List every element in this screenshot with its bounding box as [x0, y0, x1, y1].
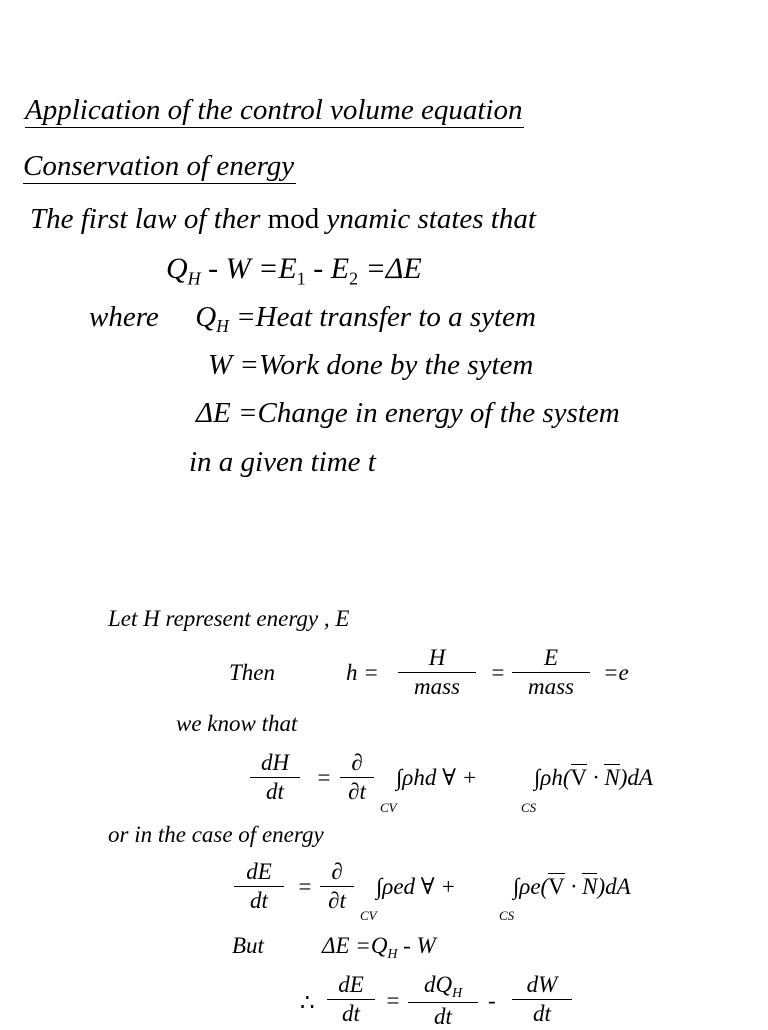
subsection-heading: Conservation of energy — [23, 150, 295, 182]
fraction-numerator: E — [543, 645, 559, 670]
dot-product: · — [587, 765, 605, 790]
dh-dt-fraction — [250, 750, 300, 806]
fraction-numerator: ∂ — [331, 859, 343, 884]
fraction-denominator: ∂t — [348, 779, 366, 805]
cs-integral-end: )dA — [619, 765, 653, 790]
fraction-denominator: mass — [413, 674, 460, 700]
fraction-numerator: dE — [338, 972, 364, 997]
cs-integral — [513, 874, 631, 900]
let-h-statement: Let H represent energy , E — [108, 606, 350, 631]
energy-case-text: or in the case of energy — [108, 822, 324, 847]
fraction-bar — [512, 672, 590, 673]
work-definition: W =Work done by the sytem — [208, 349, 534, 381]
fraction-numerator: H — [428, 645, 446, 670]
energy-balance-eq: ΔE =Q — [322, 933, 388, 958]
eq1-e1-sub: 1 — [296, 268, 306, 289]
eq1-tail: =ΔE — [358, 252, 422, 285]
de-dt-fraction — [234, 859, 284, 915]
fraction-numerator: ∂ — [351, 750, 363, 775]
eq1-q-sub: H — [187, 268, 201, 289]
fraction-numerator: dH — [260, 750, 290, 775]
velocity-vector: V — [570, 765, 588, 790]
eq1-e2-sub: 2 — [349, 268, 359, 289]
then-word: Then — [229, 660, 275, 685]
fraction-bar — [234, 886, 284, 887]
partial-fraction — [320, 859, 354, 915]
cs-integral — [534, 765, 653, 791]
but-word: But — [232, 933, 264, 958]
de-dt-fraction — [327, 972, 375, 1028]
fraction-bar — [512, 999, 572, 1000]
fraction-denominator: dt — [342, 1001, 360, 1027]
equals-sign: = — [385, 988, 401, 1013]
fraction-denominator: ∂t — [328, 888, 346, 914]
energy-change-definition: ΔE =Change in energy of the system — [196, 397, 620, 429]
fraction-denominator: dt — [533, 1001, 551, 1027]
fraction-numerator: dE — [246, 859, 272, 884]
cs-label: CS — [521, 800, 537, 815]
cv-label: CV — [360, 908, 377, 923]
fraction-bar — [327, 999, 375, 1000]
normal-vector: N — [604, 765, 620, 790]
cs-label: CS — [499, 908, 515, 923]
we-know-text: we know that — [176, 711, 298, 736]
energy-balance-tail: - W — [397, 933, 436, 958]
eq1-part: - W =E — [200, 252, 297, 285]
fraction-bar — [408, 1002, 478, 1003]
given-time-text: in a given time t — [189, 446, 376, 478]
dot-product: · — [564, 874, 583, 899]
heat-definition — [89, 301, 536, 337]
fraction-h-over-mass — [398, 645, 476, 701]
where-word: where — [89, 301, 159, 333]
velocity-vector: V — [548, 874, 565, 899]
first-law-statement — [30, 203, 536, 236]
energy-balance-sub: H — [387, 945, 398, 961]
therefore-symbol: ∴ — [300, 990, 315, 1015]
equals-sign: = — [490, 660, 506, 685]
cs-integral-end: )dA — [597, 874, 631, 899]
fraction-numerator: dW — [526, 972, 558, 997]
intro-text-2: mod — [267, 203, 320, 235]
equals-e: =e — [603, 660, 629, 685]
equals-sign: = — [297, 874, 313, 899]
fraction-denominator: dt — [434, 1003, 452, 1029]
where-q-sub: H — [216, 316, 229, 337]
intro-text-1: The first law of ther — [30, 203, 261, 235]
dq-text: dQ — [423, 972, 453, 997]
eq1-q: Q — [166, 252, 188, 285]
first-law-equation — [166, 252, 422, 289]
cv-integral: ∫ρhd ∀ + — [396, 765, 478, 790]
where-text: =Heat transfer to a sytem — [228, 301, 536, 333]
equals-sign: = — [316, 765, 332, 790]
fraction-numerator — [408, 972, 478, 1001]
fraction-bar — [398, 672, 476, 673]
dq-sub: H — [452, 984, 463, 1000]
energy-balance — [322, 933, 436, 962]
cv-integral: ∫ρed ∀ + — [376, 874, 456, 899]
fraction-e-over-mass — [512, 645, 590, 701]
fraction-bar — [320, 886, 354, 887]
eq1-minus: - E — [305, 252, 350, 285]
cs-integral-start: ∫ρh( — [534, 765, 571, 790]
cs-integral-start: ∫ρe( — [513, 874, 549, 899]
fraction-denominator: dt — [250, 888, 268, 914]
fraction-bar — [250, 777, 300, 778]
dw-dt-fraction — [512, 972, 572, 1028]
cv-label: CV — [380, 800, 397, 815]
normal-vector: N — [582, 874, 598, 899]
intro-text-3: ynamic states that — [326, 203, 536, 235]
section-heading: Application of the control volume equation — [25, 94, 523, 126]
dqh-dt-fraction — [408, 972, 478, 1030]
fraction-denominator: dt — [266, 779, 284, 805]
where-q: Q — [195, 301, 217, 333]
partial-fraction — [340, 750, 374, 806]
h-equals: h = — [346, 660, 379, 685]
minus-sign: - — [488, 988, 496, 1013]
fraction-bar — [340, 777, 374, 778]
fraction-denominator: mass — [527, 674, 574, 700]
